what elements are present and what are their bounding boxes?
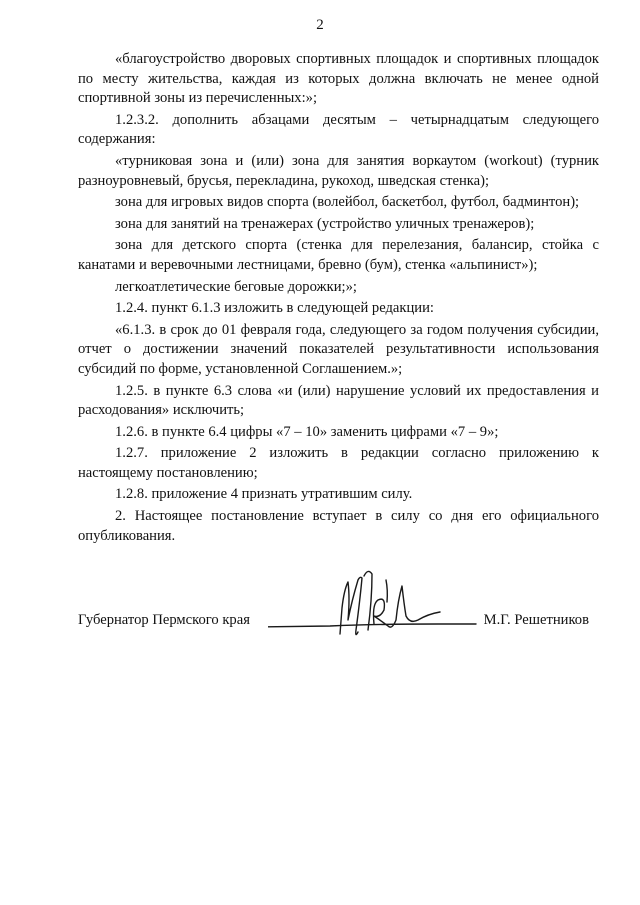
page-number: 2 bbox=[316, 17, 324, 33]
paragraph: зона для занятий на тренажерах (устройство уличных тренажеров); bbox=[115, 215, 535, 232]
paragraph: 1.2.3.2. дополнить абзацами десятым – четырнадцатым следующего содержания: bbox=[78, 111, 599, 148]
paragraph: «турниковая зона и (или) зона для занятия воркаутом (workout) (турник разноуровневый, брусья, перекладина, рукоход, шведская стенка); bbox=[78, 152, 599, 189]
paragraph: 2. Настоящее постановление вступает в силу со дня его официального опубликования. bbox=[78, 508, 599, 544]
signer-name: М.Г. Решетников bbox=[483, 612, 589, 628]
paragraph: 1.2.5. в пункте 6.3 слова «и (или) нарушение условий их предоставления и расходования» исключить; bbox=[78, 382, 599, 419]
paragraph: «6.1.3. в срок до 01 февраля года, следующего за годом получения субсидии, отчет о достижении значений показателей результативности использования субсидий по форме, установленной Соглашением.»; bbox=[78, 321, 599, 377]
paragraph: 1.2.6. в пункте 6.4 цифры «7 – 10» заменить цифрами «7 – 9»; bbox=[115, 423, 499, 440]
paragraph: 1.2.4. пункт 6.1.3 изложить в следующей редакции: bbox=[115, 300, 434, 317]
signature-block bbox=[78, 560, 599, 660]
paragraph: зона для детского спорта (стенка для перелезания, балансир, стойка с канатами и веревочными лестницами, бревно (бум), стенка «альпинист»); bbox=[78, 237, 599, 273]
paragraph: 1.2.8. приложение 4 признать утратившим силу. bbox=[115, 486, 413, 503]
paragraph: зона для игровых видов спорта (волейбол, баскетбол, футбол, бадминтон); bbox=[115, 194, 580, 211]
signer-title: Губернатор Пермского края bbox=[78, 612, 250, 628]
paragraph: 1.2.7. приложение 2 изложить в редакции согласно приложению к настоящему постановлению; bbox=[78, 445, 599, 481]
paragraph: «благоустройство дворовых спортивных площадок и спортивных площадок по месту жительства, каждая из которых должна включать не менее одной спортивной зоны из перечисленных:»; bbox=[78, 51, 599, 107]
document-body bbox=[78, 50, 599, 546]
paragraph: легкоатлетические беговые дорожки;»; bbox=[115, 278, 357, 295]
handwritten-signature bbox=[268, 560, 508, 660]
